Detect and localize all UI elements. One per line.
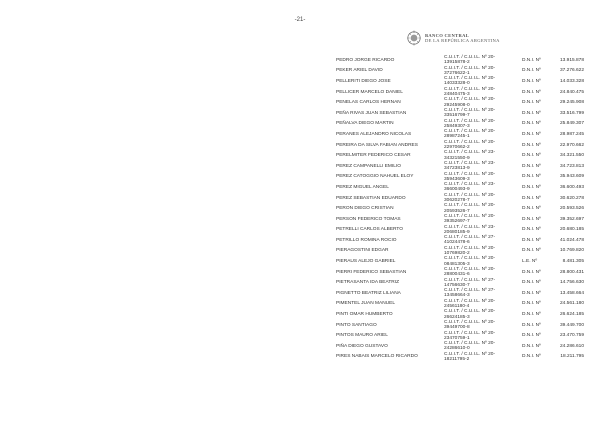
cuit-label: C.U.I.T. / C.U.I.L. Nº 20- xyxy=(444,192,496,198)
cuit-cell xyxy=(444,267,522,278)
document-type: D.N.I. Nº xyxy=(522,248,541,254)
table-row xyxy=(336,193,584,204)
document-number: 28.987.245 xyxy=(559,131,584,137)
table-row xyxy=(336,182,584,193)
document-type: D.N.I. Nº xyxy=(522,333,541,339)
cuit-number: 29245908-0 xyxy=(444,102,470,108)
person-name: PINTO SANTIAGO xyxy=(336,322,377,328)
document-type: D.N.I. Nº xyxy=(522,312,541,318)
cuit-cell xyxy=(444,246,522,257)
cuit-label: C.U.I.T. / C.U.I.L. Nº 20- xyxy=(444,108,496,114)
cuit-cell xyxy=(444,225,522,236)
document-number: 13.915.878 xyxy=(559,57,584,63)
table-row xyxy=(336,309,584,320)
table-row xyxy=(336,299,584,310)
table-row xyxy=(336,320,584,331)
document-type: D.N.I. Nº xyxy=(522,89,541,95)
person-name: PELLERITI DIEGO JOSE xyxy=(336,78,391,84)
cuit-number: 18211795-2 xyxy=(444,356,470,362)
person-name: PELLICER MARCELO DANIEL xyxy=(336,89,403,95)
document-number: 26.624.185 xyxy=(559,312,584,318)
document-type: D.N.I. Nº xyxy=(522,131,541,137)
document-number: 33.516.799 xyxy=(559,110,584,116)
logo-line-2: DE LA REPÚBLICA ARGENTINA xyxy=(425,38,500,43)
person-name: PERON DIEGO CRISTIAN xyxy=(336,206,394,212)
document-number: 39.352.697 xyxy=(559,216,584,222)
cuit-label: C.U.I.T. / C.U.I.L. Nº 20- xyxy=(444,266,496,272)
document-number: 28.800.431 xyxy=(559,269,584,275)
document-number: 23.470.759 xyxy=(559,333,584,339)
cuit-cell xyxy=(444,352,522,363)
document-number: 20.680.185 xyxy=(559,227,584,233)
cuit-label: C.U.I.T. / C.U.I.L. Nº 20- xyxy=(444,118,496,124)
cuit-number: 22970662-2 xyxy=(444,145,470,151)
cuit-cell xyxy=(444,108,522,119)
table-row xyxy=(336,214,584,225)
cuit-number: 35943609-3 xyxy=(444,176,470,182)
document-number: 10.769.820 xyxy=(559,248,584,254)
document-number: 24.561.180 xyxy=(559,301,584,307)
table-row xyxy=(336,140,584,151)
table-row xyxy=(336,267,584,278)
cuit-number: 41024478-6 xyxy=(444,240,470,246)
cuit-label: C.U.I.T. / C.U.I.L. Nº 20- xyxy=(444,309,496,315)
cuit-number: 39449700-8 xyxy=(444,325,470,331)
person-name: PEÑA RIVAS JUAN SEBASTIAN xyxy=(336,110,407,116)
cuit-cell xyxy=(444,277,522,288)
document-number: 14.756.630 xyxy=(559,280,584,286)
table-row xyxy=(336,108,584,119)
cuit-number: 34723813-9 xyxy=(444,166,470,172)
document-type: D.N.I. Nº xyxy=(522,174,541,180)
cuit-number: 20680185-9 xyxy=(444,229,470,235)
document-number: 37.276.622 xyxy=(559,68,584,74)
document-number: 30.620.278 xyxy=(559,195,584,201)
table-row xyxy=(336,288,584,299)
cuit-label: C.U.I.T. / C.U.I.L. Nº 20- xyxy=(444,97,496,103)
cuit-cell xyxy=(444,76,522,87)
cuit-cell xyxy=(444,97,522,108)
person-name: PEDRO JORGE RICARDO xyxy=(336,57,395,63)
document-type: D.N.I. Nº xyxy=(522,153,541,159)
cuit-number: 37276622-1 xyxy=(444,70,470,76)
document-number: 22.970.662 xyxy=(559,142,584,148)
document-type: D.N.I. Nº xyxy=(522,280,541,286)
document-number: 29.245.908 xyxy=(559,100,584,106)
document-number: 36.600.493 xyxy=(559,184,584,190)
person-name: PEKER ARIEL DAVID xyxy=(336,68,383,74)
document-type: D.N.I. Nº xyxy=(522,68,541,74)
cuit-label: C.U.I.T. / C.U.I.L. Nº 20- xyxy=(444,341,496,347)
cuit-cell xyxy=(444,119,522,130)
document-number: 34.321.550 xyxy=(559,153,584,159)
document-type: D.N.I. Nº xyxy=(522,110,541,116)
cuit-label: C.U.I.T. / C.U.I.L. Nº 27- xyxy=(444,288,496,294)
cuit-number: 28987245-1 xyxy=(444,134,470,140)
cuit-cell xyxy=(444,172,522,183)
cuit-label: C.U.I.T. / C.U.I.L. Nº 23- xyxy=(444,161,496,167)
cuit-label: C.U.I.T. / C.U.I.L. Nº 23- xyxy=(444,150,496,156)
person-name: PETRILLO ROMINA ROCIO xyxy=(336,237,397,243)
person-name: PINTI OMAR HUMBERTO xyxy=(336,312,393,318)
table-row xyxy=(336,235,584,246)
cuit-number: 13458664-3 xyxy=(444,293,470,299)
cuit-number: 26624185-3 xyxy=(444,314,470,320)
person-name: PENELAS CARLOS HERNAN xyxy=(336,100,401,106)
bcra-logo xyxy=(407,30,500,46)
table-row xyxy=(336,341,584,352)
cuit-number: 24286610-0 xyxy=(444,346,470,352)
cuit-number: 13915878-2 xyxy=(444,60,470,66)
document-type: D.N.I. Nº xyxy=(522,195,541,201)
cuit-label: C.U.I.T. / C.U.I.L. Nº 20- xyxy=(444,319,496,325)
document-type: D.N.I. Nº xyxy=(522,163,541,169)
cuit-number: 14756630-7 xyxy=(444,282,470,288)
document-number: 14.033.328 xyxy=(559,78,584,84)
document-type: D.N.I. Nº xyxy=(522,184,541,190)
document-type: D.N.I. Nº xyxy=(522,322,541,328)
cuit-number: 25849307-3 xyxy=(444,123,470,129)
persons-table xyxy=(336,55,584,362)
person-name: PIMENTEL JUAN MANUEL xyxy=(336,301,395,307)
cuit-cell xyxy=(444,203,522,214)
table-row xyxy=(336,76,584,87)
cuit-cell xyxy=(444,193,522,204)
document-number: 34.723.813 xyxy=(559,163,584,169)
document-type: D.N.I. Nº xyxy=(522,206,541,212)
document-number: 39.449.700 xyxy=(559,322,584,328)
cuit-number: 24561180-4 xyxy=(444,303,470,309)
person-name: PIERAGOSTINI EDGAR xyxy=(336,248,389,254)
person-name: PIGNETTO BEATRIZ LILIANA xyxy=(336,290,401,296)
table-row xyxy=(336,172,584,183)
document-type: D.N.I. Nº xyxy=(522,142,541,148)
cuit-number: 33516799-7 xyxy=(444,113,470,119)
document-number: 35.943.609 xyxy=(559,174,584,180)
table-row xyxy=(336,129,584,140)
document-number: 25.849.307 xyxy=(559,121,584,127)
document-number: 24.840.475 xyxy=(559,89,584,95)
person-name: PEREZ CATOGGIO NAHUEL ELOY xyxy=(336,174,414,180)
document-type: D.N.I. Nº xyxy=(522,343,541,349)
cuit-number: 34321550-9 xyxy=(444,155,470,161)
cuit-label: C.U.I.T. / C.U.I.L. Nº 20- xyxy=(444,351,496,357)
document-type: D.N.I. Nº xyxy=(522,78,541,84)
cuit-number: 36600493-9 xyxy=(444,187,470,193)
cuit-number: 14033328-0 xyxy=(444,81,470,87)
table-row xyxy=(336,119,584,130)
cuit-label: C.U.I.T. / C.U.I.L. Nº 20- xyxy=(444,214,496,219)
cuit-label: C.U.I.T. / C.U.I.L. Nº 20- xyxy=(444,55,496,61)
document-number: 20.593.526 xyxy=(559,206,584,212)
table-row xyxy=(336,277,584,288)
table-row xyxy=(336,225,584,236)
cuit-label: C.U.I.T. / C.U.I.L. Nº 27- xyxy=(444,235,496,241)
person-name: PIERRI FEDERICO SEBASTIAN xyxy=(336,269,407,275)
cuit-cell xyxy=(444,150,522,161)
table-row xyxy=(336,161,584,172)
person-name: PINTOS MAURO ARIEL xyxy=(336,333,388,339)
document-type: D.N.I. Nº xyxy=(522,121,541,127)
cuit-number: 10769820-2 xyxy=(444,250,470,256)
cuit-cell xyxy=(444,182,522,193)
cuit-label: C.U.I.T. / C.U.I.L. Nº 23- xyxy=(444,224,496,230)
person-name: PERELMITER FEDERICO CESAR xyxy=(336,153,411,159)
cuit-cell xyxy=(444,235,522,246)
person-name: PERANES ALEJANDRO NICOLAS xyxy=(336,131,412,137)
person-name: PEREZ SEBASTIAN EDUARDO xyxy=(336,195,406,201)
person-name: PEREIRA DA SILVA FABIAN ANDRES xyxy=(336,142,418,148)
cuit-label: C.U.I.T. / C.U.I.L. Nº 20- xyxy=(444,203,496,209)
person-name: PIERAUS ALEJO GABRIEL xyxy=(336,259,396,265)
cuit-number: 39352697-7 xyxy=(444,219,470,225)
table-row xyxy=(336,97,584,108)
cuit-number: 24840475-3 xyxy=(444,92,470,98)
cuit-label: C.U.I.T. / C.U.I.L. Nº 20- xyxy=(444,330,496,336)
document-type: D.N.I. Nº xyxy=(522,216,541,222)
table-row xyxy=(336,66,584,77)
document-type: L.E. Nº xyxy=(522,259,538,265)
cuit-cell xyxy=(444,87,522,98)
sun-emblem-icon xyxy=(407,30,421,46)
cuit-number: 08481305-3 xyxy=(444,261,470,267)
document-number: 18.211.795 xyxy=(560,354,584,360)
document-number: 13.458.664 xyxy=(559,290,584,296)
person-name: PETRELLI CARLOS ALBERTO xyxy=(336,227,404,233)
cuit-cell xyxy=(444,341,522,352)
document-number: 41.024.478 xyxy=(559,237,584,243)
cuit-label: C.U.I.T. / C.U.I.L. Nº 20- xyxy=(444,129,496,135)
person-name: PIRES NABAIS MARCELO RICARDO xyxy=(336,354,418,360)
cuit-cell xyxy=(444,214,522,225)
cuit-number: 23470759-1 xyxy=(444,335,470,341)
document-type: D.N.I. Nº xyxy=(522,57,541,63)
cuit-label: C.U.I.T. / C.U.I.L. Nº 20- xyxy=(444,139,496,145)
table-row xyxy=(336,150,584,161)
cuit-label: C.U.I.T. / C.U.I.L. Nº 20- xyxy=(444,65,496,71)
cuit-cell xyxy=(444,288,522,299)
cuit-cell xyxy=(444,299,522,310)
cuit-cell xyxy=(444,320,522,331)
document-type: D.N.I. Nº xyxy=(522,301,541,307)
cuit-cell xyxy=(444,55,522,66)
person-name: PEREZ MIGUEL ANGEL xyxy=(336,184,389,190)
logo-text xyxy=(425,33,500,44)
cuit-number: 20593526-7 xyxy=(444,208,470,214)
cuit-label: C.U.I.T. / C.U.I.L. Nº 20- xyxy=(444,245,496,251)
logo-line-1: BANCO CENTRAL xyxy=(425,32,470,38)
table-row xyxy=(336,330,584,341)
table-row xyxy=(336,55,584,66)
cuit-cell xyxy=(444,256,522,267)
document-number: 24.286.610 xyxy=(559,343,584,349)
cuit-number: 28800431-6 xyxy=(444,272,470,278)
cuit-label: C.U.I.T. / C.U.I.L. Nº 27- xyxy=(444,277,496,283)
cuit-label: C.U.I.T. / C.U.I.L. Nº 20- xyxy=(444,256,496,262)
table-row xyxy=(336,87,584,98)
cuit-cell xyxy=(444,161,522,172)
person-name: PEÑALVA DIEGO MARTIN xyxy=(336,121,394,127)
cuit-label: C.U.I.T. / C.U.I.L. Nº 20- xyxy=(444,76,496,82)
table-row xyxy=(336,256,584,267)
person-name: PERSON FEDERICO TOMAS xyxy=(336,216,401,222)
person-name: PIETRASANTA IDA BEATRIZ xyxy=(336,280,399,286)
cuit-label: C.U.I.T. / C.U.I.L. Nº 23- xyxy=(444,182,496,188)
table-row xyxy=(336,246,584,257)
table-row xyxy=(336,203,584,214)
cuit-label: C.U.I.T. / C.U.I.L. Nº 20- xyxy=(444,171,496,177)
document-type: D.N.I. Nº xyxy=(522,227,541,233)
document-type: D.N.I. Nº xyxy=(522,354,541,360)
cuit-cell xyxy=(444,140,522,151)
document-type: D.N.I. Nº xyxy=(522,100,541,106)
cuit-cell xyxy=(444,66,522,77)
document-number: 8.481.305 xyxy=(562,259,584,265)
cuit-cell xyxy=(444,309,522,320)
document-type: D.N.I. Nº xyxy=(522,290,541,296)
cuit-cell xyxy=(444,129,522,140)
document-type: D.N.I. Nº xyxy=(522,237,541,243)
cuit-number: 30620278-7 xyxy=(444,198,470,204)
person-name: PEREZ CAMPANELLI EMILIO xyxy=(336,163,401,169)
page-number: -21- xyxy=(294,17,306,23)
person-name: PIÑA DIEGO GUSTAVO xyxy=(336,343,388,349)
cuit-cell xyxy=(444,330,522,341)
cuit-label: C.U.I.T. / C.U.I.L. Nº 20- xyxy=(444,298,496,304)
cuit-label: C.U.I.T. / C.U.I.L. Nº 20- xyxy=(444,86,496,92)
table-row xyxy=(336,352,584,363)
document-type: D.N.I. Nº xyxy=(522,269,541,275)
